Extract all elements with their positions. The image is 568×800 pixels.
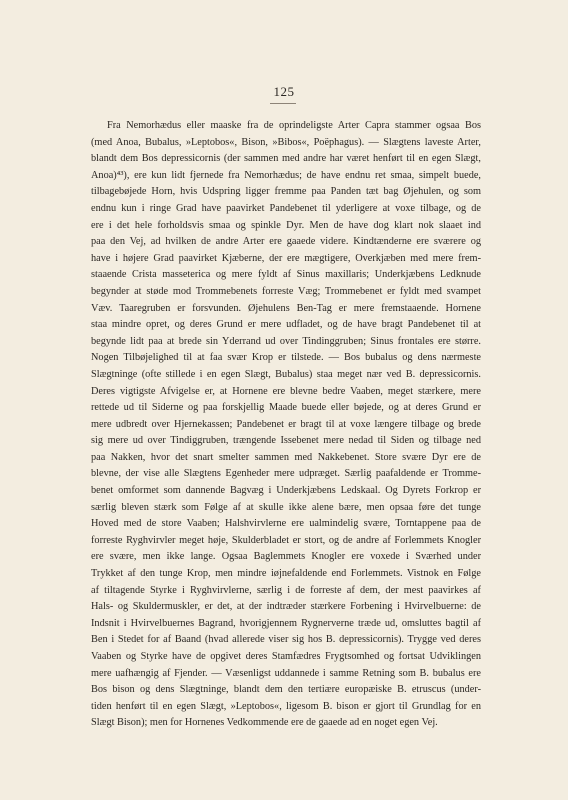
- text-line: (med Anoa, Bubalus, »Leptobos«, Bison, »Bibos«, Poëphagus). — Slægtens laveste Arter,: [91, 136, 481, 148]
- text-line: begynder at støde mod Trommebenets forreste Væg; Trommebenet er fyldt med svampet: [91, 285, 481, 297]
- text-line: Indsnit i Hvirvelbuernes Bagrand, hvorigjennem Rygnerverne træde ud, omsluttes bagtil af: [91, 617, 481, 629]
- text-line: paa Nakken, hvor det snart smelter sammen med Nakkebenet. Store svære Dyr ere de: [91, 451, 481, 463]
- text-line: have i højere Grad paavirket Kjæberne, der ere mægtigere, Overkjæben med mere frem-: [91, 252, 481, 264]
- text-line: Anoa)⁴³), ere kun lidt fjernede fra Nemorhædus; de have endnu ret smaa, simpelt buede,: [91, 169, 481, 181]
- text-line: begynde lidt paa at brede sin Yderrand ud over Tindinggruben; Sinus frontales ere større.: [91, 335, 481, 347]
- text-line: Væv. Taaregruben er forsvunden. Øjehulens Ben-Tag er mere fremstaaende. Hornene: [91, 302, 481, 314]
- text-line: Hals- og Skuldermuskler, er det, at der indtræder stærkere Forbening i Hvirvelbuerne: de: [91, 601, 481, 613]
- text-line: særlig bleven stærk som Følge af at skulle ikke alene bære, men opsaa føre det tunge: [91, 501, 481, 513]
- text-line: sig mere ud over Tindiggruben, trængende Issebenet mere nedad til Siden og tilbage ned: [91, 435, 481, 447]
- text-line: blandt dem Bos depressicornis (der sammen med andre har været henført til en egen Slægt,: [91, 153, 481, 165]
- text-line: forreste Ryghvirvler meget høje, Skulderbladet er stort, og de andre af Forlemmets Knogler: [91, 534, 481, 546]
- text-line: blevne, der vise alle Slægtens Egenheder mere udpræget. Særlig paafaldende er Tromme-: [91, 468, 481, 480]
- text-line: endnu kun i ringe Grad have paavirket Pandebenet til yderligere at voxe tilbage, og de: [91, 202, 481, 214]
- text-line: paa den Vej, ad hvilken de andre Arter ere gaaede videre. Kindtænderne ere sværere og: [91, 236, 481, 248]
- text-line: Slægtninge (ofte stillede i en egen Slægt, Bubalus) staa meget nær ved B. depressicornis.: [91, 368, 481, 380]
- text-line: Bos bison og dens Slægtninge, blandt dem den tertiære europæiske B. etruscus (under-: [91, 684, 481, 696]
- text-line: Nogen Tilbøjelighed til at faa svær Krop er tilstede. — Bos bubalus og dens nærmeste: [91, 352, 481, 364]
- text-line: mere uafhængig af Fjender. — Væsenligst uddannede i samme Retning som B. bubalus ere: [91, 667, 481, 679]
- text-line: Hoved med de store Vaaben; Halshvirvlerne ere ualmindelig svære, Torntappene paa de: [91, 518, 481, 530]
- text-line: benet omformet som dannende Bagvæg i Underkjæbens Ledskaal. Og Dyrets Forkrop er: [91, 485, 481, 497]
- text-line: ere i det hele forholdsvis smaa og spinkle Dyr. Men de have dog klart nok slaaet ind: [91, 219, 481, 231]
- page-number: 125: [273, 84, 295, 99]
- text-line: af tiltagende Styrke i Ryghvirvlerne, særlig i de forreste af dem, der mest paavirkes af: [91, 584, 481, 596]
- body-paragraph: [91, 118, 481, 732]
- text-line: Deres vigtigste Afvigelse er, at Hornene ere blevne bedre Vaaben, meget stærkere, mere: [91, 385, 481, 397]
- text-line: tilbagebøjede Horn, hvis Udspring ligger fremme paa Panden tæt bag Øjehulen, og som: [91, 186, 481, 198]
- text-line: staa mindre opret, og deres Grund er mere udfladet, og de have bragt Pandebenet til at: [91, 319, 481, 331]
- text-line: Trykket af den tunge Krop, men mindre iøjnefaldende end Forlemmets. Vistnok en Følge: [91, 568, 481, 580]
- header-rule: [270, 103, 296, 104]
- text-line: Slægt Bison); men for Hornenes Vedkommende ere de gaaede ad en noget egen Vej.: [91, 717, 438, 729]
- text-line: Vaaben og Styrke have de opgivet deres Stamfædres Frygtsomhed og fortsat Udviklingen: [91, 651, 481, 662]
- text-line: rettede ud til Siderne og paa forskjellig Maade buede eller bøjede, og at deres Grund er: [91, 402, 481, 414]
- text-line: ere svære, men ikke lange. Ogsaa Baglemmets Knogler ere voxede i Sværhed under: [91, 551, 481, 563]
- text-line: mere udbredt over Hjernekassen; Pandebenet er bragt til at voxe længere tilbage og brede: [91, 418, 481, 430]
- text-line: tiden henført til en egen Slægt, »Leptobos«, ligesom B. bison er gjort til Grundlag for en: [91, 700, 481, 712]
- text-line: staaende Crista masseterica og mere fyldt af Sinus maxillaris; Underkjæbens Ledknude: [91, 269, 481, 281]
- text-line: Fra Nemorhædus eller maaske fra de oprindeligste Arter Capra stammer ogsaa Bos: [107, 120, 481, 131]
- text-line: Ben i Stedet for af Baand (hvad allerede viser sig hos B. depressicornis). Trygge ved deres: [91, 634, 481, 646]
